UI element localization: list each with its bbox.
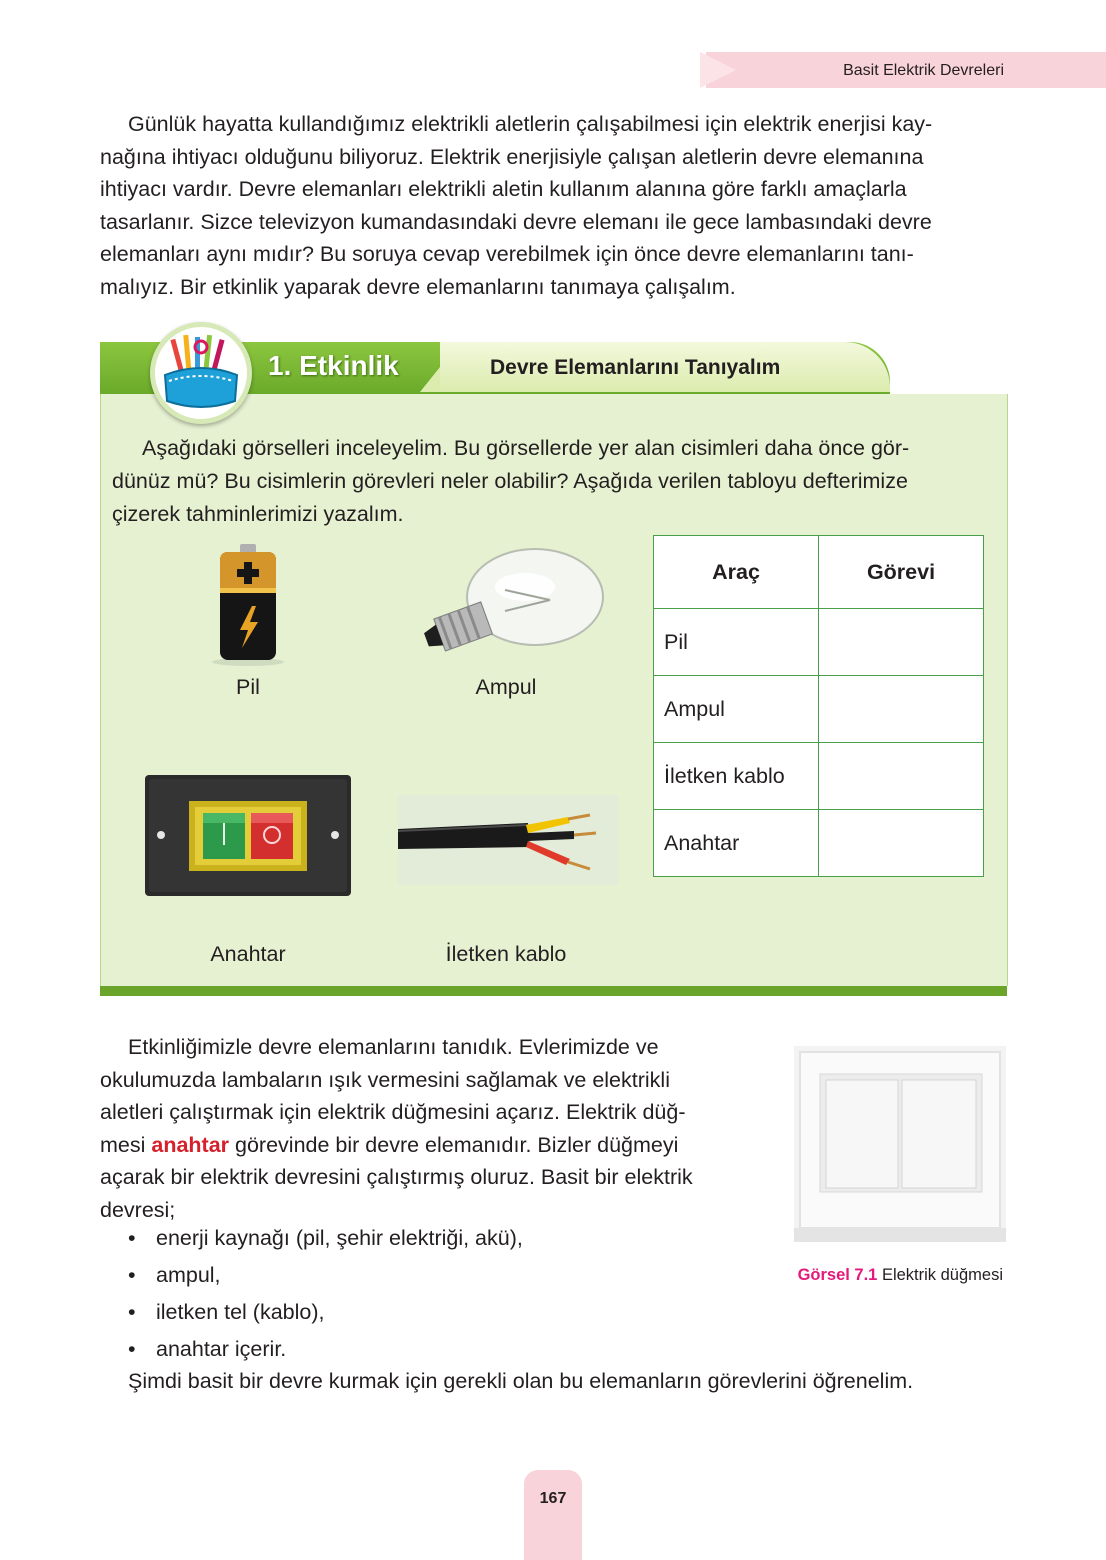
intro-line: ihtiyacı vardır. Devre elemanları elektrikli aletin kullanım alanına göre farklı amaçlarla xyxy=(100,177,907,201)
list-item xyxy=(128,1331,523,1368)
instruction-line: çizerek tahminlerimizi yazalım. xyxy=(112,502,404,526)
activity-bottom-bar xyxy=(100,986,1007,996)
closing-sentence: Şimdi basit bir devre kurmak için gerekli olan bu elemanların görevlerini öğrenelim. xyxy=(128,1369,914,1393)
intro-paragraph xyxy=(100,108,1007,303)
intro-line: malıyız. Bir etkinlik yaparak devre elemanlarını tanımaya çalışalım. xyxy=(100,274,736,299)
figure-caption-text: Elektrik düğmesi xyxy=(881,1266,1003,1284)
body-line: açarak bir elektrik devresini çalıştırmış oluruz. Basit bir elektrik xyxy=(100,1165,693,1189)
figure-number: Görsel 7.1 xyxy=(797,1266,878,1284)
activity-instructions xyxy=(112,432,995,531)
header-chevron xyxy=(700,52,736,88)
list-item xyxy=(128,1257,523,1294)
list-item-text: iletken tel (kablo), xyxy=(156,1300,325,1324)
intro-line: elemanları aynı mıdır? Bu soruya cevap verebilmek için önce devre elemanlarını tanı- xyxy=(100,242,914,266)
switch-image xyxy=(143,773,353,898)
body-paragraph xyxy=(100,1031,755,1226)
body-line: okulumuzda lambaların ışık vermesini sağlamak ve elektrikli xyxy=(100,1067,670,1092)
bullet-icon: • xyxy=(128,1300,136,1324)
table-row xyxy=(654,609,984,676)
body-line: Etkinliğimizle devre elemanlarını tanıdık. Evlerimizde ve xyxy=(128,1035,659,1059)
bullet-list xyxy=(128,1220,523,1368)
cable-image xyxy=(398,795,618,885)
table-header-row xyxy=(654,536,984,609)
list-item xyxy=(128,1220,523,1257)
instruction-line: dünüz mü? Bu cisimlerin görevleri neler olabilir? Aşağıda verilen tabloyu defterimize xyxy=(112,469,908,493)
table-cell-tool: Pil xyxy=(654,609,819,676)
intro-line: nağına ihtiyacı olduğunu biliyoruz. Elektrik enerjisiyle çalışan aletlerin devre elemanına xyxy=(100,144,924,169)
table-header-tool: Araç xyxy=(654,536,819,609)
cable-caption: İletken kablo xyxy=(445,942,567,966)
table-cell-tool: İletken kablo xyxy=(654,743,819,810)
tools-table xyxy=(653,535,984,877)
table-row xyxy=(654,810,984,877)
bullet-icon: • xyxy=(128,1226,136,1250)
table-header-function: Görevi xyxy=(819,536,984,609)
table-cell-tool: Anahtar xyxy=(654,810,819,877)
activity-badge xyxy=(150,322,252,424)
table-cell-function xyxy=(819,609,984,676)
table-row xyxy=(654,676,984,743)
bullet-icon: • xyxy=(128,1337,136,1361)
activity-number: 1. Etkinlik xyxy=(268,350,399,381)
list-item-text: enerji kaynağı (pil, şehir elektriği, akü), xyxy=(156,1226,523,1250)
bullet-icon: • xyxy=(128,1263,136,1287)
body-line-highlight xyxy=(100,1129,755,1162)
bulb-caption: Ampul xyxy=(475,675,537,699)
table-cell-function xyxy=(819,676,984,743)
pencil-case-icon xyxy=(155,327,247,419)
intro-line: Günlük hayatta kullandığımız elektrikli aletlerin çalışabilmesi için elektrik enerjisi kay- xyxy=(128,112,933,136)
list-item-text: ampul, xyxy=(156,1263,221,1287)
page-number-tab xyxy=(524,1470,582,1560)
table-row xyxy=(654,743,984,810)
instruction-line: Aşağıdaki görselleri inceleyelim. Bu görsellerde yer alan cisimleri daha önce gör- xyxy=(142,436,910,460)
battery-caption: Pil xyxy=(236,675,260,699)
list-item-text: anahtar içerir. xyxy=(156,1337,287,1361)
body-line: aletleri çalıştırmak için elektrik düğmesini açarız. Elektrik düğ- xyxy=(100,1100,686,1124)
body-line: devresi; xyxy=(100,1197,176,1222)
body-text: görevinde bir devre elemanıdır. Bizler düğmeyi xyxy=(229,1132,679,1157)
body-text: mesi xyxy=(100,1132,152,1157)
bulb-image xyxy=(410,545,610,665)
activity-title: Devre Elemanlarını Tanıyalım xyxy=(490,356,781,379)
list-item xyxy=(128,1294,523,1331)
table-cell-function xyxy=(819,743,984,810)
figure-caption xyxy=(798,1266,1003,1285)
battery-image xyxy=(208,540,288,670)
table-cell-function xyxy=(819,810,984,877)
page-number: 167 xyxy=(539,1490,567,1507)
section-title: Basit Elektrik Devreleri xyxy=(843,62,1004,79)
wall-switch-image xyxy=(794,1046,1006,1242)
highlight-term: anahtar xyxy=(151,1132,230,1157)
switch-caption: Anahtar xyxy=(210,942,286,966)
intro-line: tasarlanır. Sizce televizyon kumandasındaki devre elemanı ile gece lambasındaki devre xyxy=(100,209,932,234)
table-cell-tool: Ampul xyxy=(654,676,819,743)
